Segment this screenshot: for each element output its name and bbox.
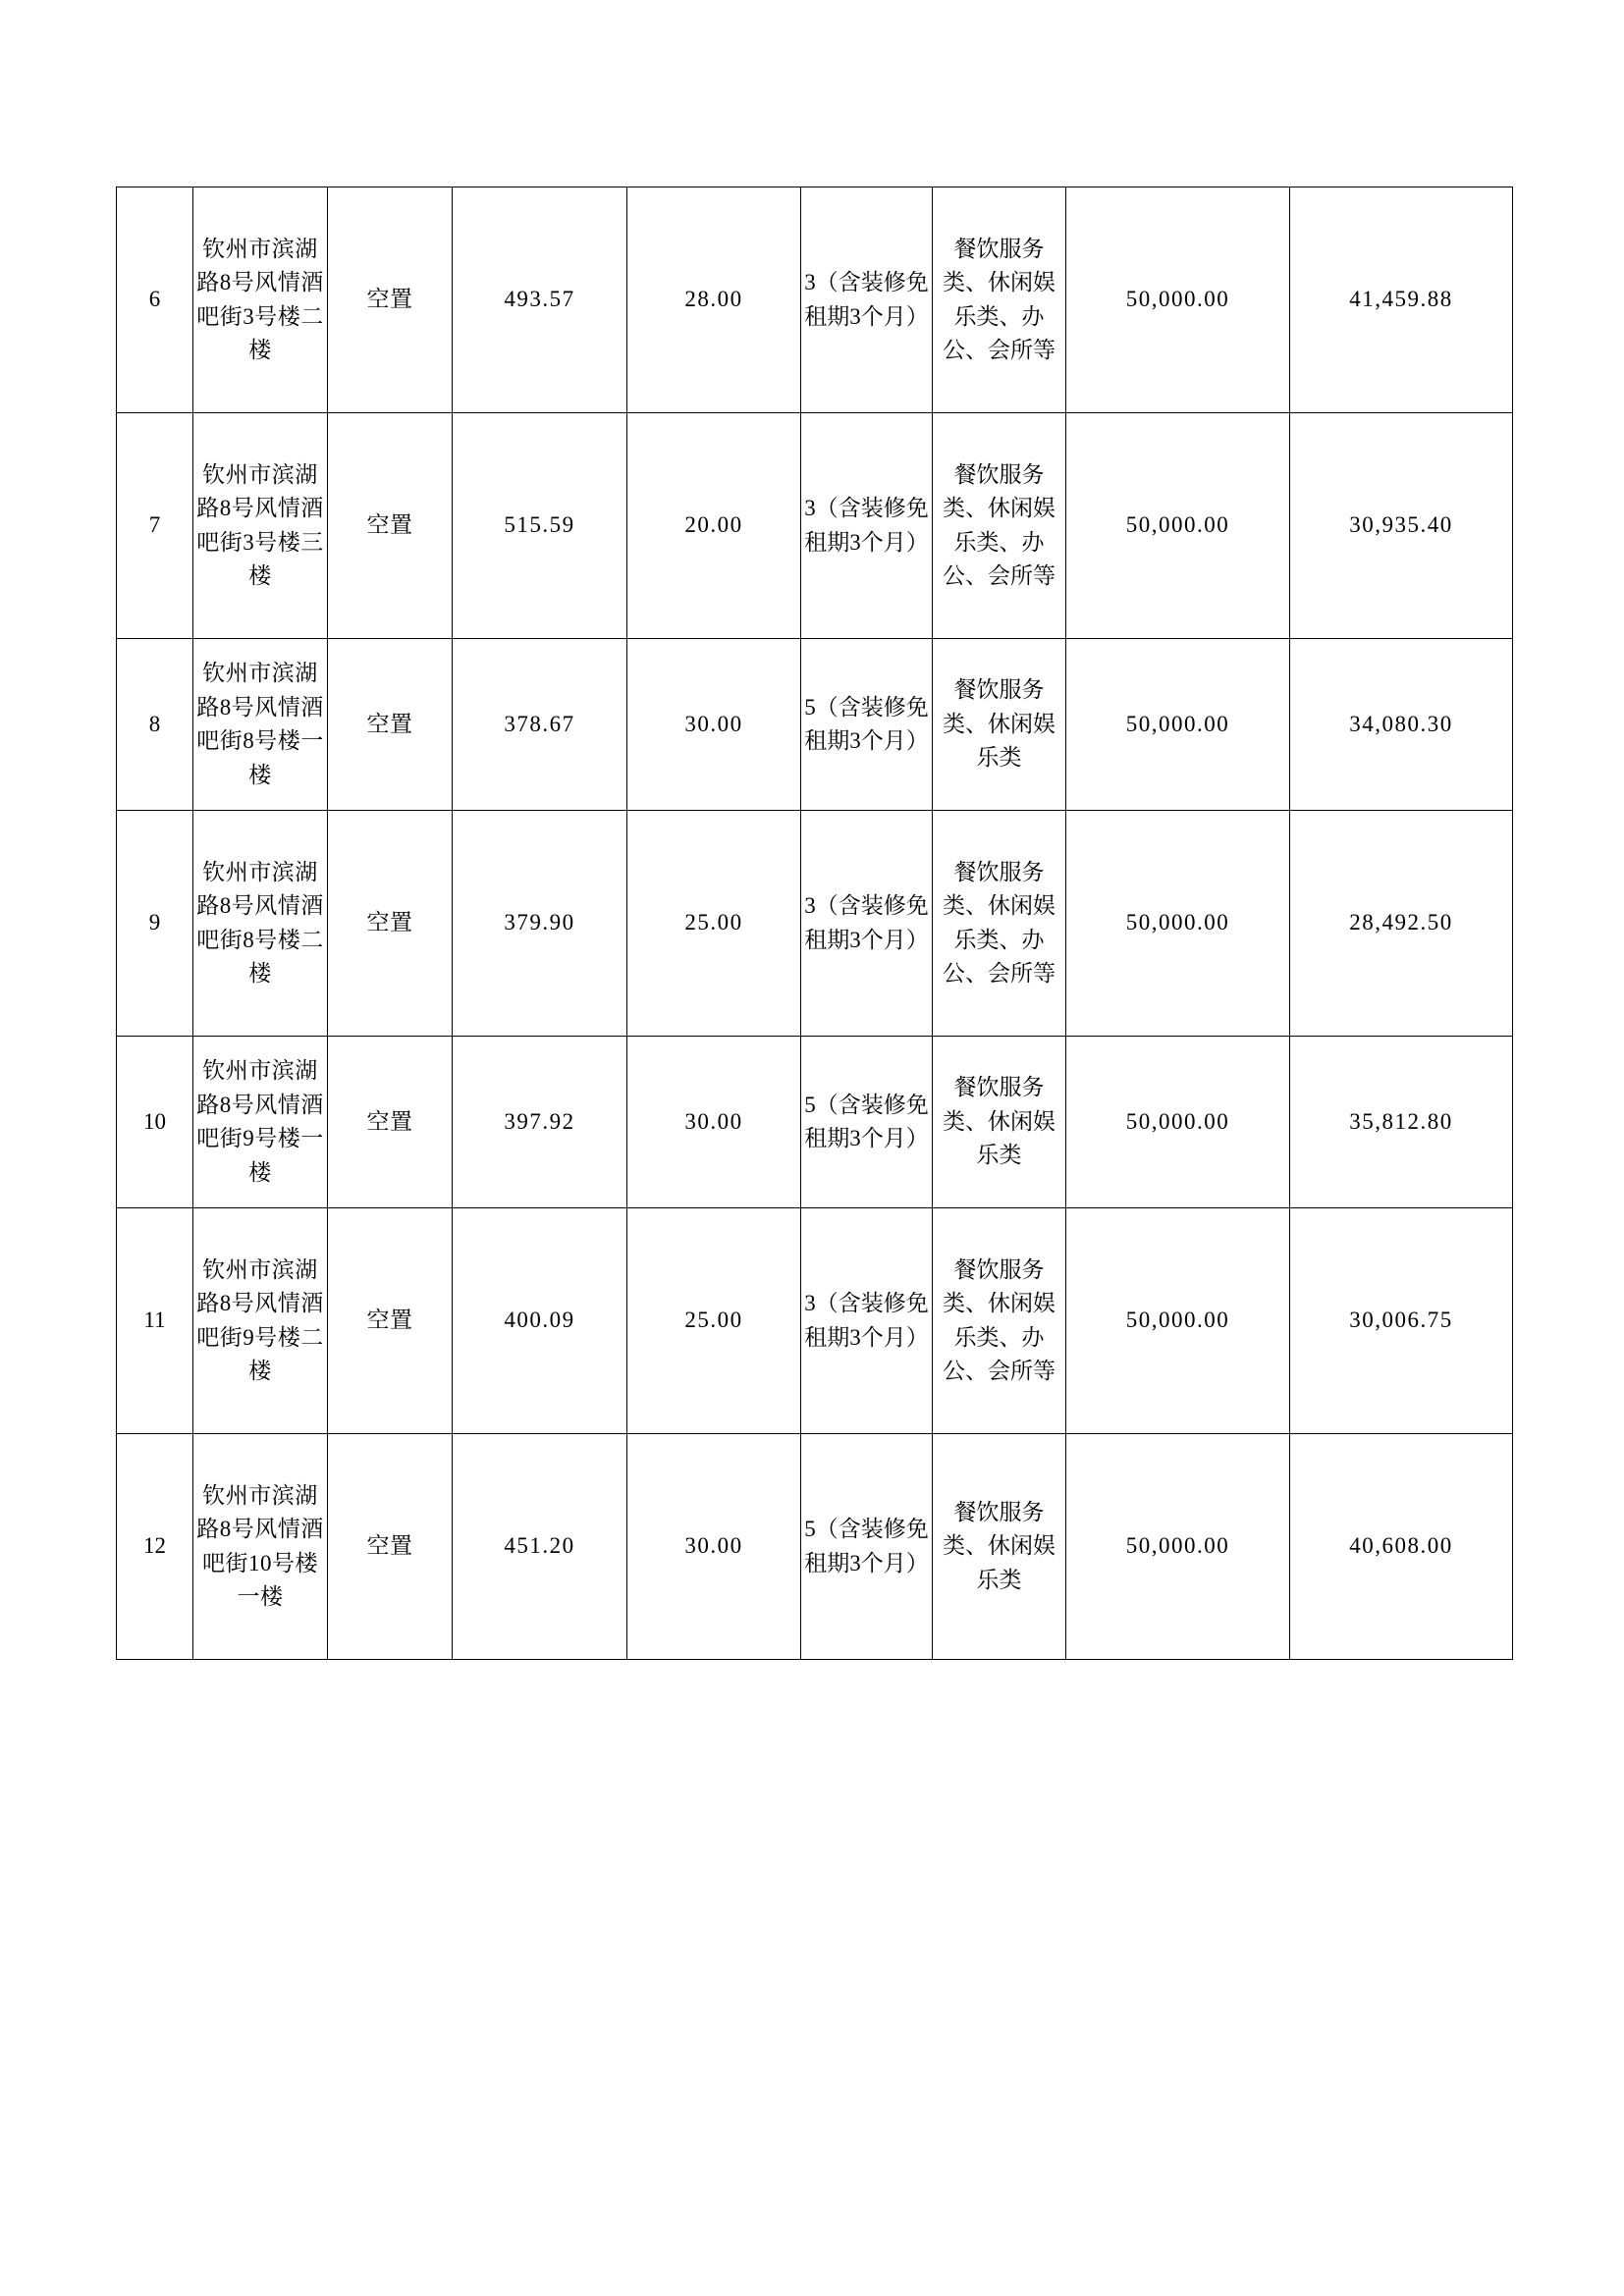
cell-price: 30.00: [627, 1434, 801, 1660]
cell-address: 钦州市滨湖路8号风情酒吧街9号楼二楼: [193, 1208, 328, 1434]
cell-address: 钦州市滨湖路8号风情酒吧街9号楼一楼: [193, 1037, 328, 1208]
table-row: [117, 1037, 1513, 1208]
cell-total: 28,492.50: [1290, 811, 1513, 1037]
cell-price: 30.00: [627, 1037, 801, 1208]
table-row: [117, 187, 1513, 413]
cell-term: 5（含装修免租期3个月）: [801, 1037, 933, 1208]
cell-usage: 餐饮服务类、休闲娱乐类: [933, 1037, 1066, 1208]
cell-deposit: 50,000.00: [1066, 187, 1290, 413]
cell-deposit: 50,000.00: [1066, 1434, 1290, 1660]
cell-total: 30,935.40: [1290, 413, 1513, 639]
cell-area: 515.59: [453, 413, 627, 639]
cell-price: 28.00: [627, 187, 801, 413]
cell-price: 25.00: [627, 1208, 801, 1434]
cell-total: 30,006.75: [1290, 1208, 1513, 1434]
cell-deposit: 50,000.00: [1066, 811, 1290, 1037]
cell-address: 钦州市滨湖路8号风情酒吧街3号楼二楼: [193, 187, 328, 413]
cell-status: 空置: [328, 413, 453, 639]
cell-term: 5（含装修免租期3个月）: [801, 1434, 933, 1660]
cell-status: 空置: [328, 1037, 453, 1208]
cell-term: 3（含装修免租期3个月）: [801, 413, 933, 639]
cell-total: 41,459.88: [1290, 187, 1513, 413]
cell-price: 20.00: [627, 413, 801, 639]
table-row: [117, 639, 1513, 811]
cell-index: 9: [117, 811, 193, 1037]
cell-term: 3（含装修免租期3个月）: [801, 811, 933, 1037]
cell-usage: 餐饮服务类、休闲娱乐类、办公、会所等: [933, 1208, 1066, 1434]
cell-index: 8: [117, 639, 193, 811]
property-listing-table-wrapper: [116, 187, 1512, 1660]
table-row: [117, 1208, 1513, 1434]
cell-usage: 餐饮服务类、休闲娱乐类: [933, 1434, 1066, 1660]
cell-price: 25.00: [627, 811, 801, 1037]
cell-usage: 餐饮服务类、休闲娱乐类、办公、会所等: [933, 187, 1066, 413]
cell-index: 6: [117, 187, 193, 413]
cell-total: 34,080.30: [1290, 639, 1513, 811]
cell-deposit: 50,000.00: [1066, 1208, 1290, 1434]
cell-address: 钦州市滨湖路8号风情酒吧街10号楼一楼: [193, 1434, 328, 1660]
cell-area: 451.20: [453, 1434, 627, 1660]
table-row: [117, 1434, 1513, 1660]
cell-index: 12: [117, 1434, 193, 1660]
cell-index: 11: [117, 1208, 193, 1434]
cell-status: 空置: [328, 639, 453, 811]
cell-address: 钦州市滨湖路8号风情酒吧街8号楼一楼: [193, 639, 328, 811]
cell-deposit: 50,000.00: [1066, 1037, 1290, 1208]
table-row: [117, 811, 1513, 1037]
cell-status: 空置: [328, 1434, 453, 1660]
cell-term: 3（含装修免租期3个月）: [801, 187, 933, 413]
cell-area: 493.57: [453, 187, 627, 413]
cell-area: 400.09: [453, 1208, 627, 1434]
cell-area: 379.90: [453, 811, 627, 1037]
cell-index: 7: [117, 413, 193, 639]
cell-total: 35,812.80: [1290, 1037, 1513, 1208]
cell-address: 钦州市滨湖路8号风情酒吧街8号楼二楼: [193, 811, 328, 1037]
cell-status: 空置: [328, 1208, 453, 1434]
cell-price: 30.00: [627, 639, 801, 811]
cell-deposit: 50,000.00: [1066, 413, 1290, 639]
cell-area: 397.92: [453, 1037, 627, 1208]
property-listing-table: [116, 187, 1513, 1660]
table-row: [117, 413, 1513, 639]
cell-status: 空置: [328, 811, 453, 1037]
cell-status: 空置: [328, 187, 453, 413]
cell-usage: 餐饮服务类、休闲娱乐类、办公、会所等: [933, 413, 1066, 639]
cell-term: 5（含装修免租期3个月）: [801, 639, 933, 811]
cell-area: 378.67: [453, 639, 627, 811]
cell-usage: 餐饮服务类、休闲娱乐类: [933, 639, 1066, 811]
cell-index: 10: [117, 1037, 193, 1208]
cell-total: 40,608.00: [1290, 1434, 1513, 1660]
cell-address: 钦州市滨湖路8号风情酒吧街3号楼三楼: [193, 413, 328, 639]
cell-term: 3（含装修免租期3个月）: [801, 1208, 933, 1434]
cell-deposit: 50,000.00: [1066, 639, 1290, 811]
cell-usage: 餐饮服务类、休闲娱乐类、办公、会所等: [933, 811, 1066, 1037]
